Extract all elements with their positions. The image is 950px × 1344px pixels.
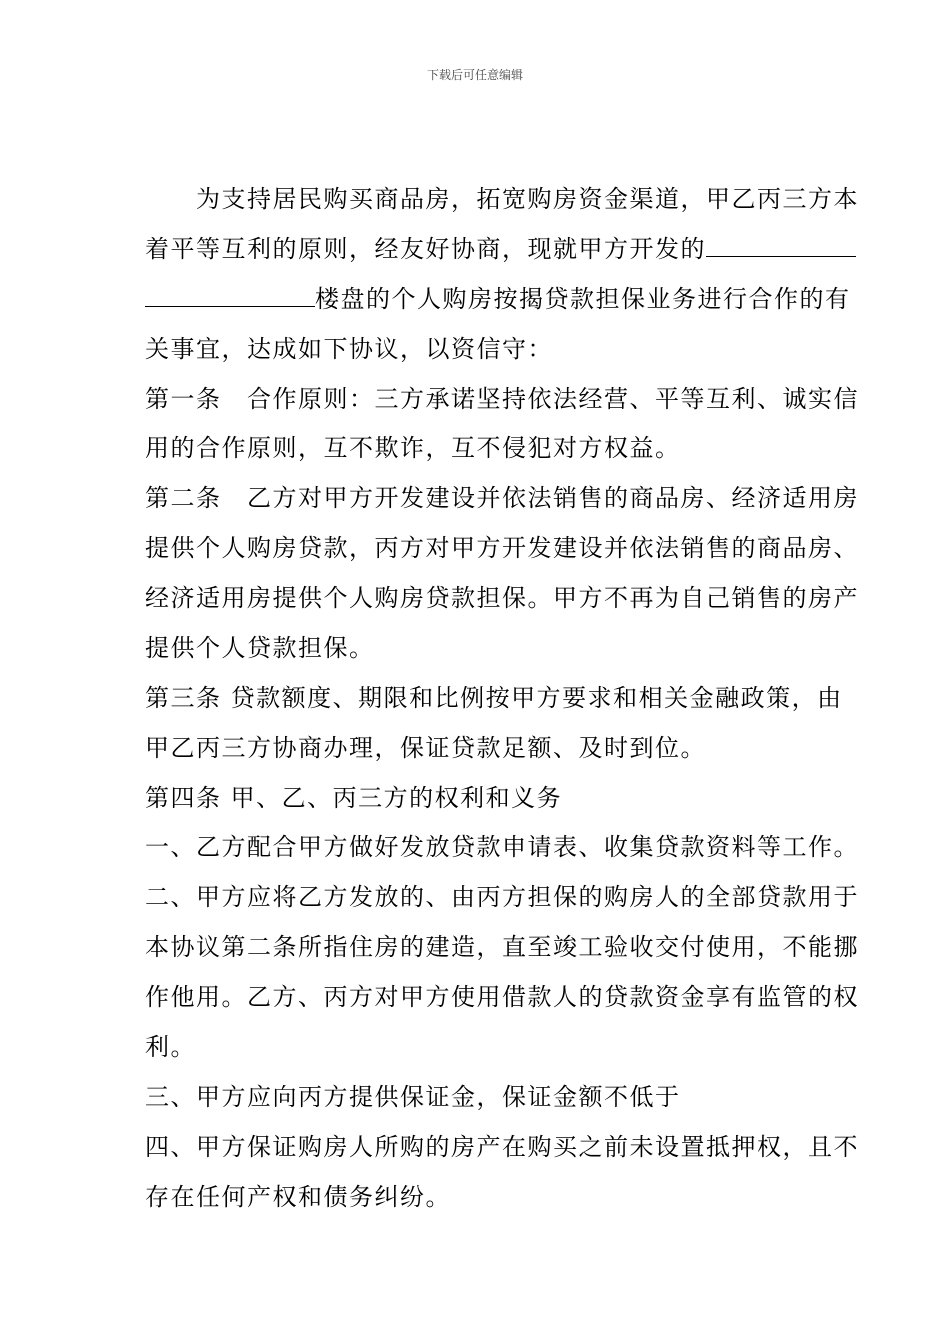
paragraph-line-3-text: 楼盘的个人购房按揭贷款担保业务进行合作的有 xyxy=(315,285,851,313)
paragraph-line-4: 关事宜，达成如下协议，以资信守： xyxy=(145,335,553,363)
page-header: 下载后可任意编辑 xyxy=(426,68,523,82)
article-1-line-2: 用的合作原则，互不欺诈，互不侵犯对方权益。 xyxy=(145,434,681,462)
item-2-line-3: 作他用。乙方、丙方对甲方使用借款人的贷款资金享有监管的权 xyxy=(145,983,859,1011)
article-4-heading: 第四条 甲、乙、丙三方的权利和义务 xyxy=(145,784,563,812)
item-2-line-1: 二、甲方应将乙方发放的、由丙方担保的购房人的全部贷款用于 xyxy=(145,883,859,911)
blank-underline xyxy=(706,234,856,257)
item-2-line-4: 利。 xyxy=(145,1033,196,1061)
paragraph-line-3 xyxy=(145,284,851,314)
article-2-line-2: 提供个人购房贷款，丙方对甲方开发建设并依法销售的商品房、 xyxy=(145,534,859,562)
blank-underline xyxy=(145,284,315,307)
item-1-line-1: 一、乙方配合甲方做好发放贷款申请表、收集贷款资料等工作。 xyxy=(145,833,859,861)
item-4-line-1: 四、甲方保证购房人所购的房产在购买之前未设置抵押权，且不 xyxy=(145,1133,859,1161)
article-3-line-2: 甲乙丙三方协商办理，保证贷款足额、及时到位。 xyxy=(145,734,706,762)
article-1-line-1: 第一条 合作原则：三方承诺坚持依法经营、平等互利、诚实信 xyxy=(145,385,859,413)
article-2-line-1: 第二条 乙方对甲方开发建设并依法销售的商品房、经济适用房 xyxy=(145,484,859,512)
paragraph-line-2 xyxy=(145,234,856,264)
item-2-line-2: 本协议第二条所指住房的建造，直至竣工验收交付使用，不能挪 xyxy=(145,933,859,961)
article-3-line-1: 第三条 贷款额度、期限和比例按甲方要求和相关金融政策，由 xyxy=(145,684,843,712)
item-3-line-1: 三、甲方应向丙方提供保证金，保证金额不低于 xyxy=(145,1083,681,1111)
item-4-line-2: 存在任何产权和债务纠纷。 xyxy=(145,1183,451,1211)
paragraph-line-2-text: 着平等互利的原则，经友好协商，现就甲方开发的 xyxy=(145,235,706,263)
article-2-line-4: 提供个人贷款担保。 xyxy=(145,634,375,662)
paragraph-line-1: 为支持居民购买商品房，拓宽购房资金渠道，甲乙丙三方本 xyxy=(196,185,859,213)
article-2-line-3: 经济适用房提供个人购房贷款担保。甲方不再为自己销售的房产 xyxy=(145,584,859,612)
